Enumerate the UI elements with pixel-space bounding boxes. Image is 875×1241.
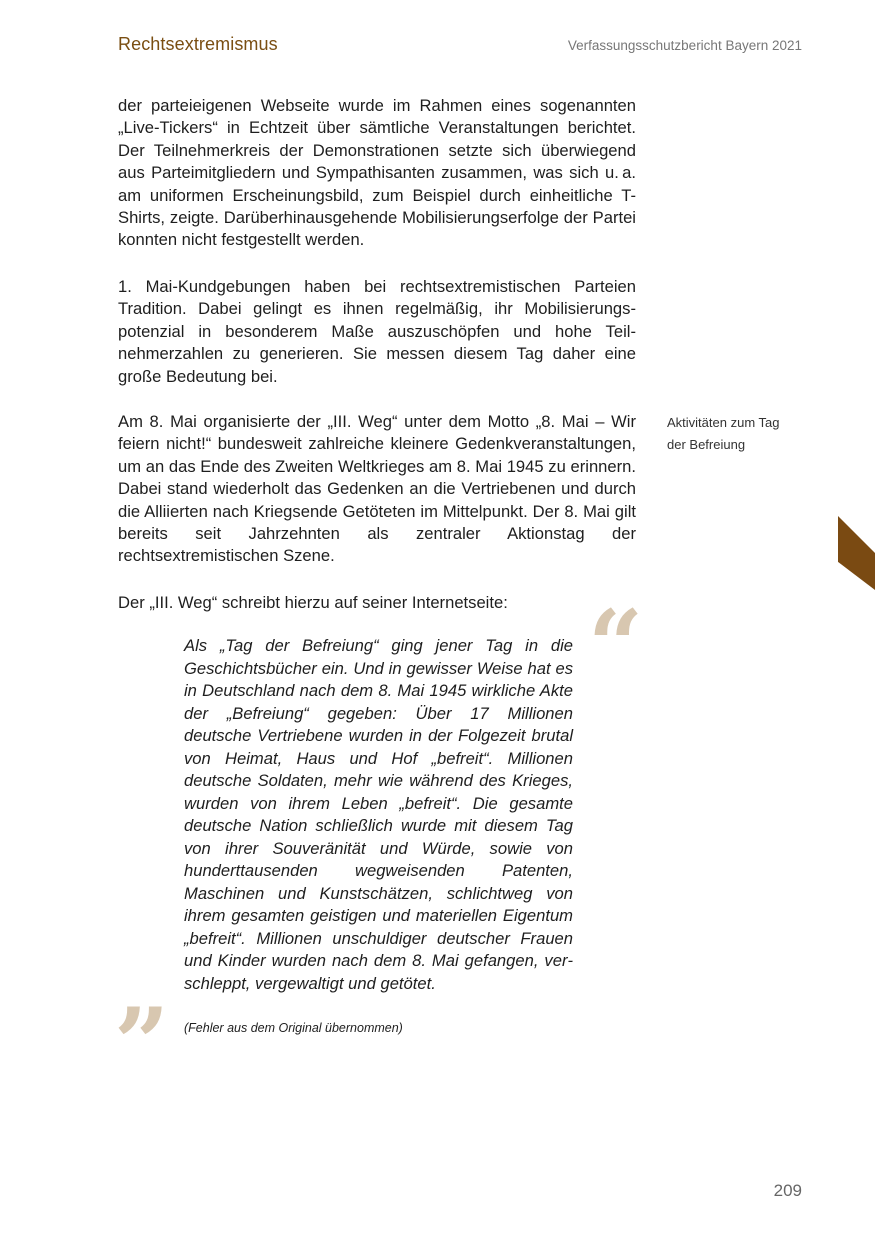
page-header-publication: Verfassungsschutzbericht Bayern 2021	[567, 38, 802, 53]
paragraph-4	[118, 592, 636, 614]
paragraph-2-text: 1. Mai-Kundgebungen haben bei rechtsextremistischen Parteien Tradition. Dabei gelingt es ihnen regelmäßig, ihr Mobilisierungspotenzial in besonderem Maße auszuschöpfen und hohe Teilnehmerzahlen zu generieren. Sie messen diesem Tag daher eine große Bedeutung bei.	[118, 277, 636, 386]
quote-close-mark: ”	[114, 987, 170, 1100]
paragraph-4-text: Der „III. Weg“ schreibt hierzu auf seiner Internetseite:	[118, 593, 508, 612]
chapter-tab-marker	[838, 516, 875, 590]
quote-footnote: (Fehler aus dem Original übernommen)	[184, 1021, 403, 1035]
quote-open-mark: “	[588, 589, 644, 702]
paragraph-2	[118, 276, 636, 388]
paragraph-1-text: der parteieigenen Webseite wurde im Rahmen eines sogenannten „Live-Tickers“ in Echtzeit über sämtliche Veranstaltungen berichtet. Der Teilnehmerkreis der Demonstrationen setzte sich überwiegend aus Parteimitgliedern und Sympathisanten zusammen, was sich u. a. am uniformen Erscheinungsbild, zum Beispiel durch einheitliche T-Shirts, zeigte. Darüberhinausgehende Mobilisierungserfolge der Partei konnten nicht festgestellt werden.	[118, 96, 636, 250]
blockquote-text: Als „Tag der Befreiung“ ging jener Tag in die Geschichtsbücher ein. Und in gewisser Weise hat es in Deutschland nach dem 8. Mai 1945 wirkliche Akte der „Befreiung“ gegeben: Über 17 Millionen deutsche Vertriebene wurden in der Folgezeit brutal von Heimat, Haus und Hof „befreit“. Millionen deutsche Soldaten, mehr wie während des Krieges, wurden von ihrem Leben „befreit“. Die gesamte deutsche Nation schließlich wurde mit diesem Tag von ihrer Souveränität und Würde, sowie von hunderttausenden wegweisenden Patenten, Maschinen und Kunstschätzen, schlichtweg von ihrem gesamten geistigen und materiellen Eigentum „befreit“. Millionen unschuldiger deutscher Frauen und Kinder wurden nach dem 8. Mai gefangen, verschleppt, vergewaltigt und getötet.	[184, 636, 573, 993]
paragraph-1	[118, 95, 636, 252]
page-number: 209	[773, 1181, 802, 1200]
paragraph-3	[118, 411, 636, 568]
paragraph-3-text: Am 8. Mai organisierte der „III. Weg“ unter dem Motto „8. Mai – Wir feiern nicht!“ bundesweit zahlreiche kleinere Gedenkveranstaltungen, um an das Ende des Zweiten Weltkrieges am 8. Mai 1945 zu erinnern. Dabei stand wiederholt das Gedenken an die Vertriebenen und durch die Alliierten nach Kriegsende Getöteten im Mittelpunkt. Der 8. Mai gilt bereits seit Jahrzehnten als zentraler Aktionstag der rechtsextremistischen Szene.	[118, 412, 636, 566]
page-header-section: Rechtsextremismus	[118, 34, 278, 54]
margin-note: Aktivitäten zum Tag der Befreiung	[667, 415, 780, 452]
